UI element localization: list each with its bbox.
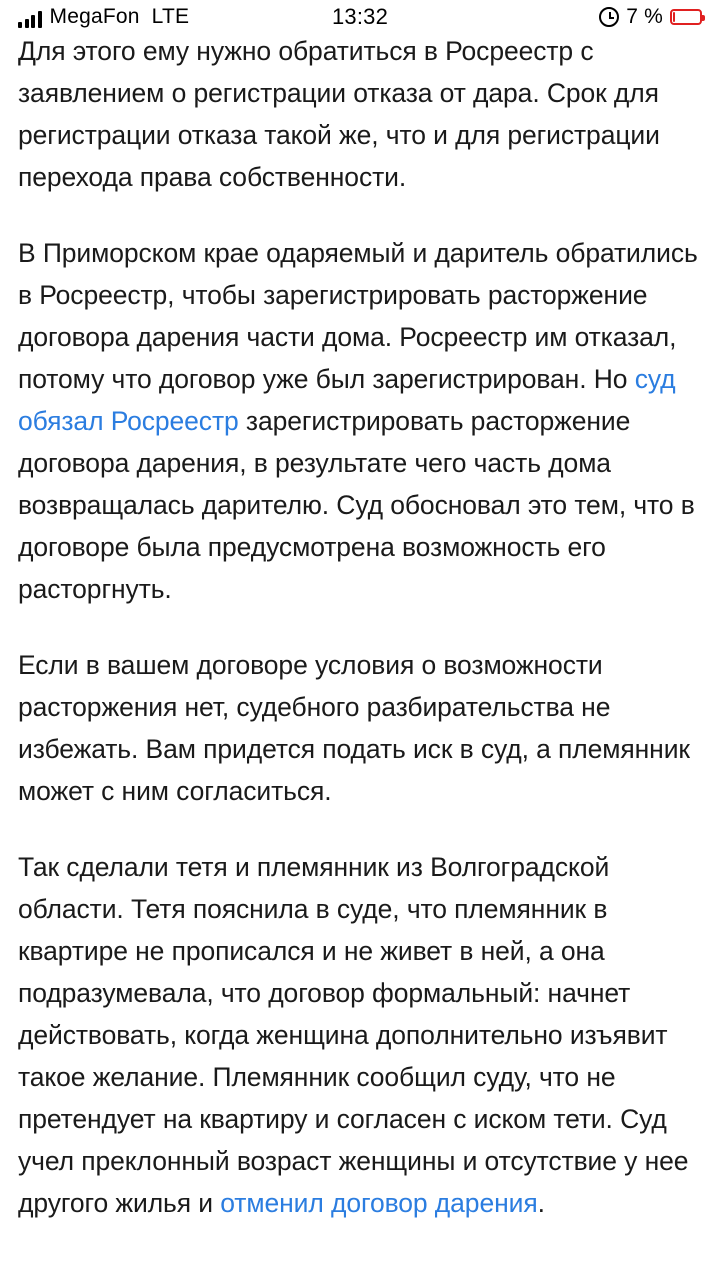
battery-icon <box>670 9 702 25</box>
status-bar-right <box>599 5 702 29</box>
article-text: Для этого ему нужно обратиться в Росреестр с заявлением о регистрации отказа от дара. Срок для регистрации отказа такой же, что и для регистрации перехода права собственности. <box>18 36 660 192</box>
clock-label: 13:32 <box>331 4 389 29</box>
article-link[interactable]: суд обязал Росреестр <box>18 364 676 436</box>
article-text: . <box>537 1188 545 1218</box>
battery-percent-label: 7 % <box>626 5 663 28</box>
article-paragraph <box>18 232 702 610</box>
article-body <box>0 30 720 1224</box>
article-text: Так сделали тетя и племянник из Волгоградской области. Тетя пояснила в суде, что племянник в квартире не прописался и не живет в ней, а она подразумевала, что договор формальный: начнет действовать, когда женщина дополнительно изъявит такое желание. Племянник сообщил суду, что не претендует на квартиру и согласен с иском тети. Суд учел преклонный возраст женщины и отсутствие у нее другого жилья и <box>18 852 689 1218</box>
article-paragraph <box>18 644 702 812</box>
article-text: зарегистрировать расторжение договора дарения, в результате чего часть дома возвращалась дарителю. Суд обосновал это тем, что в договоре была предусмотрена возможность его расторгнуть. <box>18 406 695 604</box>
article-link[interactable]: отменил договор дарения <box>220 1188 538 1218</box>
signal-bars-icon <box>18 10 42 28</box>
status-bar <box>0 0 720 34</box>
article-paragraph <box>18 30 702 198</box>
article-text: Если в вашем договоре условия о возможности расторжения нет, судебного разбирательства не избежать. Вам придется подать иск в суд, а племянник может с ним согласиться. <box>18 650 690 806</box>
alarm-clock-icon <box>599 7 619 27</box>
article-text: В Приморском крае одаряемый и даритель обратились в Росреестр, чтобы зарегистрировать расторжение договора дарения части дома. Росреестр им отказал, потому что договор уже был зарегистрирован. Но <box>18 238 698 394</box>
carrier-label: MegaFon <box>49 5 140 28</box>
article-paragraph <box>18 846 702 1224</box>
status-bar-left <box>18 6 189 28</box>
network-type-label: LTE <box>151 5 190 28</box>
